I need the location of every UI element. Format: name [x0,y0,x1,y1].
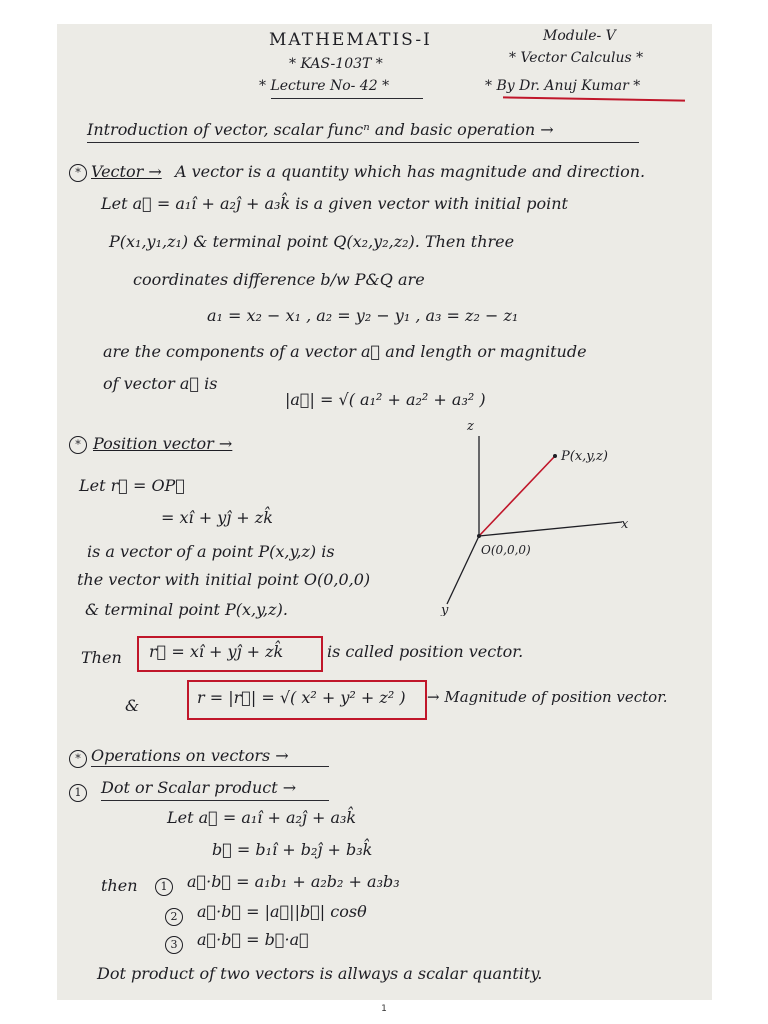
position-line-1: Let r⃗ = OP⃗ [79,476,185,495]
position-line-4: the vector with initial point O(0,0,0) [77,570,371,589]
then-label: Then [81,648,122,667]
notebook-page [57,24,712,1000]
operations-underline [91,766,329,767]
y-axis [447,536,479,604]
vector-definition: A vector is a quantity which has magnitude and direction. [175,162,646,181]
course-code: * KAS-103T * [289,56,383,72]
vector-line-6: of vector a⃗ is [103,374,218,393]
asterisk-bullet-icon: * [69,750,87,768]
operations-label: Operations on vectors → [91,746,289,765]
vector-line-1: Let a⃗ = a₁î + a₂ĵ + a₃k̂ is a given vector with initial point [101,194,568,213]
magnitude-note: → Magnitude of position vector. [427,688,668,706]
origin-label: O(0,0,0) [481,543,531,557]
point-p-label: P(x,y,z) [561,449,608,464]
magnitude-formula: |a⃗| = √( a₁² + a₂² + a₃² ) [285,390,486,409]
dot-product-label: Dot or Scalar product → [101,778,297,797]
number-one-icon: 1 [69,784,87,802]
number-two-icon: 2 [165,908,183,926]
vector-a-definition: Let a⃗ = a₁î + a₂ĵ + a₃k̂ [167,808,357,827]
asterisk-bullet-icon: * [69,164,87,182]
then-operations-label: then [101,876,138,895]
vector-line-3: coordinates difference b/w P&Q are [133,270,425,289]
lecture-number: * Lecture No- 42 * [259,78,390,94]
course-title: MATHEMATIS-I [269,30,432,50]
number-three-icon: 3 [165,936,183,954]
components-equation: a₁ = x₂ − x₁ , a₂ = y₂ − y₁ , a₃ = z₂ − z₁ [207,306,519,325]
position-vector-formula: r⃗ = xî + yĵ + zk̂ [149,642,284,661]
dot-product-eq-3: a⃗·b⃗ = b⃗·a⃗ [197,930,309,949]
dot-product-eq-2: a⃗·b⃗ = |a⃗||b⃗| cosθ [197,902,367,921]
dot-product-conclusion: Dot product of two vectors is allways a scalar quantity. [97,964,543,983]
module-label: Module- V [543,28,616,44]
position-line-5: & terminal point P(x,y,z). [85,600,288,619]
origin-point [477,534,481,538]
position-line-3: is a vector of a point P(x,y,z) is [87,542,335,561]
section-heading: Introduction of vector, scalar funcⁿ and basic operation → [87,120,554,139]
ampersand-label: & [125,696,140,715]
z-axis-label: z [467,419,474,434]
dot-product-eq-1: a⃗·b⃗ = a₁b₁ + a₂b₂ + a₃b₃ [187,872,400,891]
vector-b-definition: b⃗ = b₁î + b₂ĵ + b₃k̂ [212,840,373,859]
number-one-icon: 1 [155,878,173,896]
page-number: 1 [381,1004,387,1014]
axes-diagram [437,416,637,616]
x-axis-label: x [621,517,629,532]
called-position-vector: is called position vector. [327,642,524,661]
vector-line-5: are the components of a vector a⃗ and length or magnitude [103,342,587,361]
position-line-2: = xî + yĵ + zk̂ [161,508,273,527]
x-axis [479,522,622,536]
heading-underline [87,142,639,143]
magnitude-position-formula: r = |r⃗| = √( x² + y² + z² ) [197,688,406,707]
position-vector-arrow [479,456,555,536]
lecture-underline [271,98,423,99]
dot-product-underline [101,800,329,801]
asterisk-bullet-icon: * [69,436,87,454]
point-p [553,454,557,458]
vector-line-2: P(x₁,y₁,z₁) & terminal point Q(x₂,y₂,z₂). Then three [109,232,515,251]
author-underline [503,96,685,101]
position-vector-label: Position vector → [93,434,233,453]
topic-label: * Vector Calculus * [509,50,644,66]
author-label: * By Dr. Anuj Kumar * [485,78,641,94]
y-axis-label: y [441,603,449,616]
vector-label: Vector → [91,162,162,181]
